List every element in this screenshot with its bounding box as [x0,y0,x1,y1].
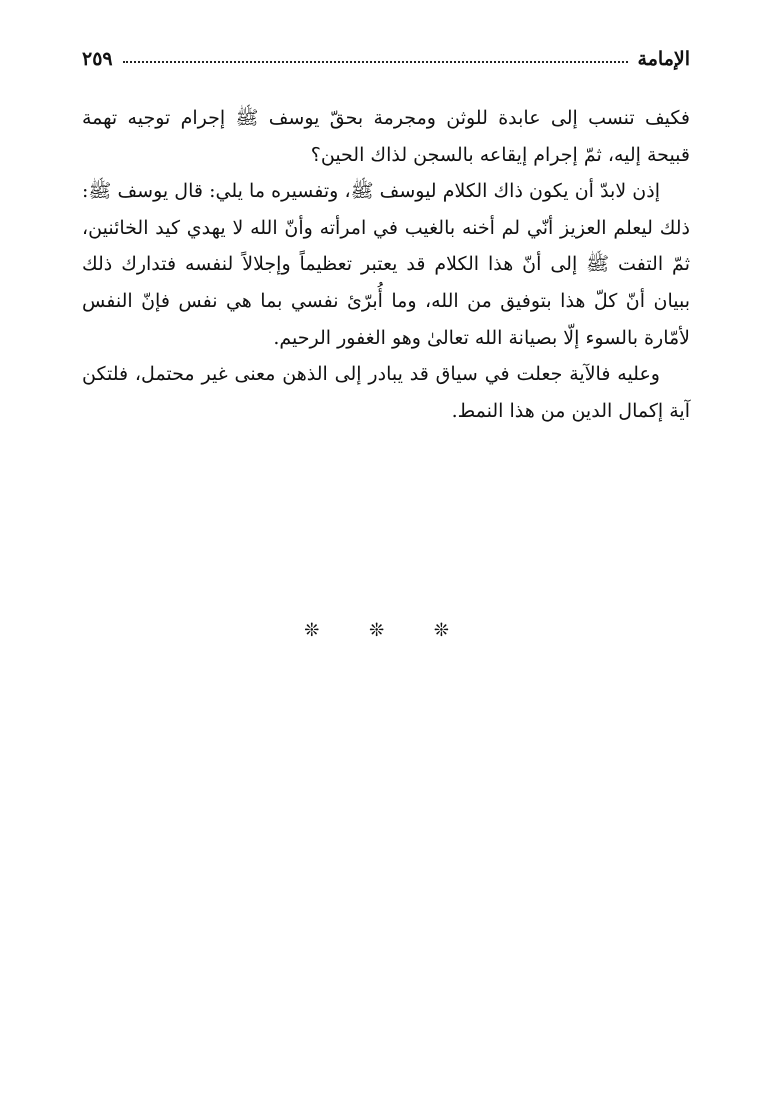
dot-leader [123,61,628,63]
chapter-title: الإمامة [637,48,690,70]
paragraph-2: إذن لابدّ أن يكون ذاك الكلام ليوسف ﷺ، وتفسيره ما يلي: قال يوسف ﷺ: ذلك ليعلم العزيز أنّي لم أخنه بالغيب في امرأته وأنّ الله لا يهدي كيد الخائنين، ثمّ التفت ﷺ إلى أنّ هذا الكلام قد يعتبر تعظيماً وإجلالاً لنفسه فتدارك ذلك ببيان أنّ كلّ هذا بتوفيق من الله، وما أُبرّئ نفسي بما هي نفس فإنّ النفس لأمّارة بالسوء إلّا بصيانة الله تعالىٰ وهو الغفور الرحيم. [82,180,690,349]
paragraph-3: وعليه فالآية جعلت في سياق قد يبادر إلى الذهن معنى غير محتمل، فلتكن آية إكمال الدين من هذا النمط. [82,363,690,422]
paragraph-1: فكيف تنسب إلى عابدة للوثن ومجرمة بحقّ يوسف ﷺ إجرام توجيه تهمة قبيحة إليه، ثمّ إجرام إيقاعه بالسجن لذاك الحين؟ [82,107,690,166]
main-text [82,100,690,429]
section-divider-ornament: ❊ ❊ ❊ [304,620,471,641]
running-header [82,40,690,70]
page-number: ٢٥٩ [82,48,113,70]
